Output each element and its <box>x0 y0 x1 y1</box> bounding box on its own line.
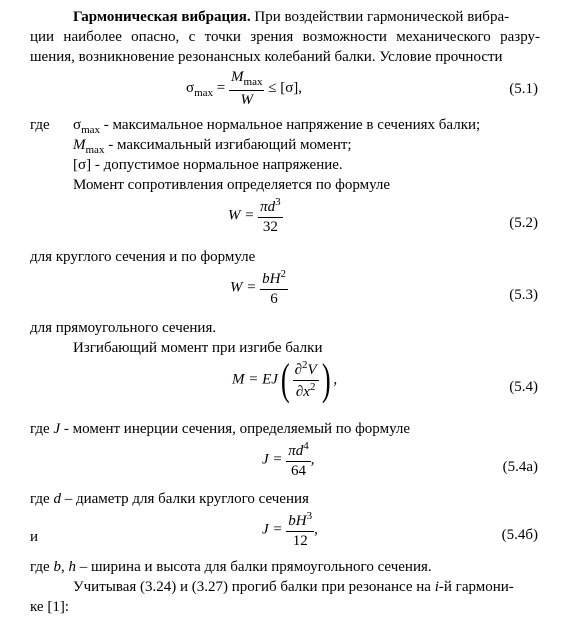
equation-5-3: W = $\frac{bH^2}{6}$ <box>230 268 286 307</box>
paragraph-line: ции наиболее опасно, с точки зрения возможности механического разру- <box>30 29 540 45</box>
paragraph-line: где d – диаметр для балки круглого сечения <box>30 491 309 507</box>
paragraph-text: При воздействии гармонической вибра- <box>254 9 510 25</box>
paragraph-line: Изгибающий момент при изгибе балки <box>73 340 323 356</box>
equation-5-4a: J = $\frac{\pi d^4}{64}$ , <box>262 440 315 479</box>
equation-number: (5.4б) <box>501 527 538 543</box>
equation-5-4b: J = $\frac{bH^3}{12}$ , <box>262 510 318 549</box>
paragraph-line: шения, возникновение резонансных колебаний балки. Условие прочности <box>30 49 503 65</box>
paragraph-line: для прямоугольного сечения. <box>30 320 217 336</box>
equation-number: (5.2) <box>509 215 538 231</box>
definition-line: $\sigma_{max}$ - максимальное нормальное напряжение в сечениях балки; <box>73 117 481 136</box>
paragraph-line: Учитывая (3.24) и (3.27) прогиб балки при резонансе на i-й гармони- <box>73 579 514 595</box>
where-label: где <box>30 117 50 133</box>
section-title: Гармоническая вибрация. <box>73 9 251 25</box>
paragraph-line <box>73 8 509 27</box>
equation-number: (5.4а) <box>502 459 538 475</box>
fraction: $\frac{M_{max}}{W}$ <box>231 69 263 108</box>
definition-line: $M_{max}$ - максимальный изгибающий момент; <box>73 137 352 156</box>
equation-5-4: M = EJ( $\frac{\partial^2V}{\partial x^2}$ ) , <box>232 355 338 404</box>
equation-number: (5.3) <box>509 287 538 303</box>
paragraph-line: где b, h – ширина и высота для балки прямоугольного сечения. <box>30 559 432 575</box>
paragraph-line: ке [1]: <box>30 599 69 615</box>
equation-5-2: W = $\frac{\pi d^3}{32}$ <box>228 196 281 235</box>
paragraph-line: где J - момент инерции сечения, определяемый по формуле <box>30 421 411 437</box>
definition-line: [σ] - допустимое нормальное напряжение. <box>73 157 343 173</box>
paragraph-line: Момент сопротивления определяется по формуле <box>73 177 391 193</box>
equation-number: (5.1) <box>509 81 538 97</box>
equation-5-1: $\sigma_{max}$ = $\frac{M_{max}}{W}$ ≤ [σ], <box>186 69 303 108</box>
conjunction: и <box>30 529 39 545</box>
equation-number: (5.4) <box>509 379 538 395</box>
paragraph-line: для круглого сечения и по формуле <box>30 249 256 265</box>
